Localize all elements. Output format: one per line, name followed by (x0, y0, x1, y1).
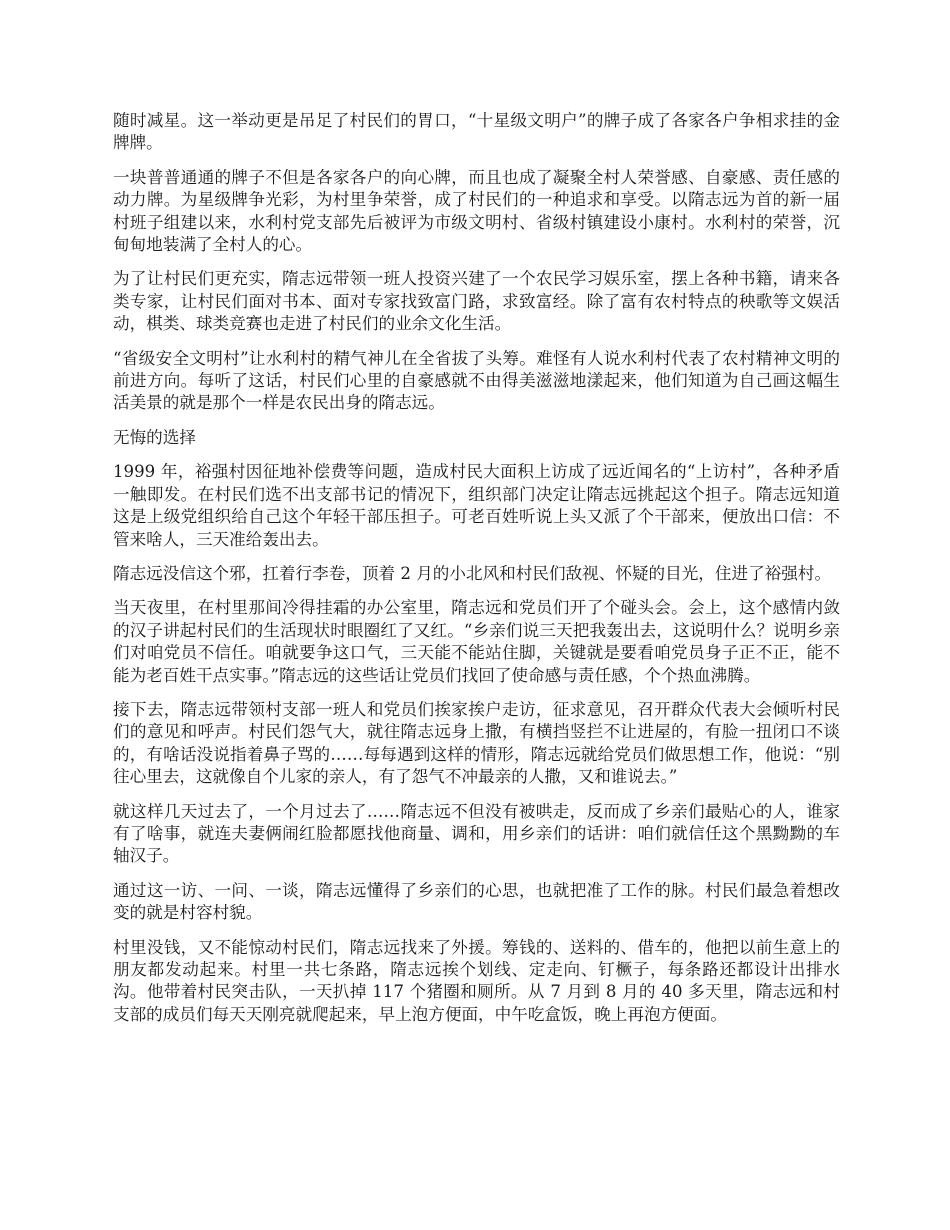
paragraph-6: 隋志远没信这个邪，扛着行李卷，顶着 2 月的小北风和村民们敌视、怀疑的目光，住进了裕强村。 (113, 563, 832, 583)
paragraph-11: 村里没钱，又不能惊动村民们，隋志远找来了外援。筹钱的、送料的、借车的，他把以前生意上的朋友都发动起来。村里一共七条路，隋志远挨个划线、定走向、钉橛子，每条路还都设计出排水沟。他带着村民突击队，一天扒掉 117 个猪圈和厕所。从 7 月到 8 月的 40 多天里，隋志远和村支部的成员们每天天刚亮就爬起来，早上泡方便面，中午吃盒饭，晚上再泡方便面。 (113, 937, 840, 1024)
section-heading: 无悔的选择 (113, 427, 196, 447)
paragraph-1: 随时减星。这一举动更是吊足了村民们的胃口，“十星级文明户”的牌子成了各家各户争相求挂的金牌牌。 (113, 111, 840, 153)
paragraph-7: 当天夜里，在村里那间冷得挂霜的办公室里，隋志远和党员们开了个碰头会。会上，这个感情内敛的汉子讲起村民们的生活现状时眼圈红了又红。“乡亲们说三天把我轰出去，这说明什么？说明乡亲们对咱党员不信任。咱就要争这口气，三天能不能站住脚，关键就是要看咱党员身子正不正，能不能为老百姓干点实事。”隋志远的这些话让党员们找回了使命感与责任感，个个热血沸腾。 (113, 598, 840, 685)
paragraph-9: 就这样几天过去了，一个月过去了……隋志远不但没有被哄走，反而成了乡亲们最贴心的人，谁家有了啥事，就连夫妻俩闹红脸都愿找他商量、调和，用乡亲们的话讲：咱们就信任这个黑黝黝的车轴汉子。 (113, 801, 840, 866)
paragraph-4: “省级安全文明村”让水利村的精气神儿在全省拔了头筹。难怪有人说水利村代表了农村精神文明的前进方向。每听了这话，村民们心里的自豪感就不由得美滋滋地漾起来，他们知道为自己画这幅生活美景的就是那个一样是农民出身的隋志远。 (113, 348, 840, 413)
paragraph-5: 1999 年，裕强村因征地补偿费等问题，造成村民大面积上访成了远近闻名的“上访村”，各种矛盾一触即发。在村民们选不出支部书记的情况下，组织部门决定让隋志远挑起这个担子。隋志远知道这是上级党组织给自己这个年轻干部压担子。可老百姓听说上头又派了个干部来，便放出口信：不管来啥人，三天准给轰出去。 (113, 462, 840, 549)
paragraph-2: 一块普普通通的牌子不但是各家各户的向心牌，而且也成了凝聚全村人荣誉感、自豪感、责任感的动力牌。为星级牌争光彩，为村里争荣誉，成了村民们的一种追求和享受。以隋志远为首的新一届村班子组建以来，水利村党支部先后被评为市级文明村、省级村镇建设小康村。水利村的荣誉，沉甸甸地装满了全村人的心。 (113, 167, 840, 255)
document-body (113, 110, 840, 1038)
paragraph-3: 为了让村民们更充实，隋志远带领一班人投资兴建了一个农民学习娱乐室，摆上各种书籍，请来各类专家，让村民们面对书本、面对专家找致富门路，求致富经。除了富有农村特点的秧歌等文娱活动，棋类、球类竞赛也走进了村民们的业余文化生活。 (113, 269, 840, 334)
paragraph-10: 通过这一访、一问、一谈，隋志远懂得了乡亲们的心思，也就把准了工作的脉。村民们最急着想改变的就是村容村貌。 (113, 880, 840, 923)
paragraph-8: 接下去，隋志远带领村支部一班人和党员们挨家挨户走访，征求意见，召开群众代表大会倾听村民们的意见和呼声。村民们怨气大，就往隋志远身上撒，有横挡竖拦不让进屋的，有脸一扭闭口不谈的，有啥话没说指着鼻子骂的……每每遇到这样的情形，隋志远就给党员们做思想工作，他说：“别往心里去，这就像自个儿家的亲人，有了怨气不冲最亲的人撒，又和谁说去。” (113, 699, 840, 787)
